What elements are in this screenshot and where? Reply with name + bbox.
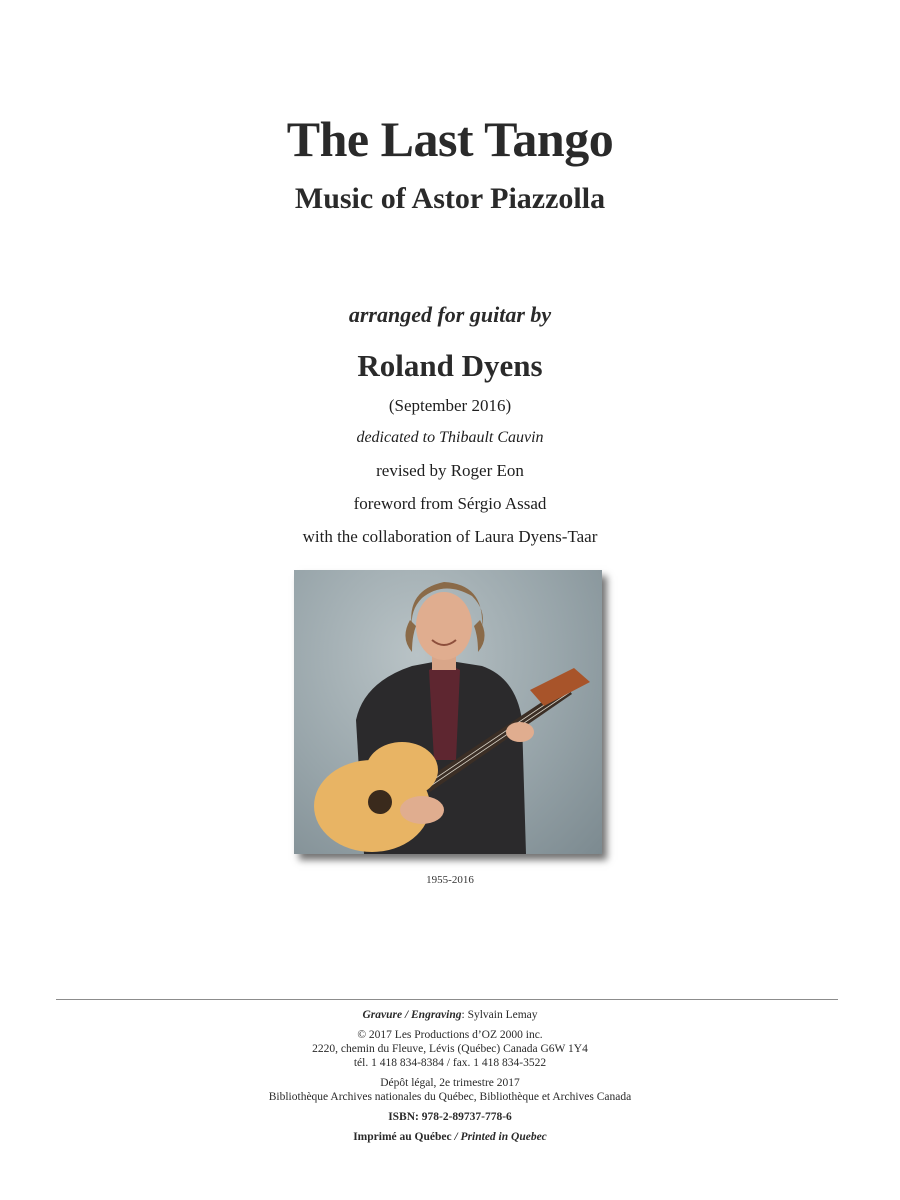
engraving-label-en: Engraving: [411, 1009, 462, 1021]
printed-separator: /: [451, 1131, 461, 1143]
engraving-colon: :: [461, 1009, 468, 1021]
photo-caption: 1955-2016: [426, 874, 474, 886]
publisher-phone: tél. 1 418 834-8384 / fax. 1 418 834-3522: [353, 1057, 547, 1069]
engraving-label-fr: Gravure: [362, 1009, 403, 1021]
printed-label-fr: Imprimé au Québec: [353, 1131, 452, 1143]
guitarist-portrait-photo: [294, 570, 602, 854]
engraver-name: Sylvain Lemay: [467, 1009, 538, 1021]
arrangement-date: (September 2016): [388, 396, 512, 415]
foreword-line: foreword from Sérgio Assad: [353, 494, 547, 513]
footer-divider: [56, 999, 838, 1000]
document-subtitle: Music of Astor Piazzolla: [294, 182, 606, 215]
copyright-line: © 2017 Les Productions d’OZ 2000 inc.: [357, 1029, 543, 1041]
engraving-credit: [0, 1008, 900, 1022]
legal-deposit: Dépôt légal, 2e trimestre 2017: [380, 1077, 520, 1089]
libraries-line: Bibliothèque Archives nationales du Québec, Bibliothèque et Archives Canada: [268, 1091, 632, 1103]
revised-by-line: revised by Roger Eon: [376, 461, 524, 480]
isbn-line: ISBN: 978-2-89737-778-6: [388, 1111, 512, 1123]
publisher-credits: [0, 1008, 900, 1144]
printed-label-en: Printed in Quebec: [460, 1131, 547, 1143]
publisher-address: 2220, chemin du Fleuve, Lévis (Québec) Canada G6W 1Y4: [312, 1043, 588, 1055]
collaboration-line: with the collaboration of Laura Dyens-Taar: [302, 527, 598, 546]
portrait-illustration: [294, 570, 602, 854]
engraving-separator: /: [402, 1009, 412, 1021]
dedication-line: dedicated to Thibault Cauvin: [356, 429, 544, 446]
document-title: The Last Tango: [286, 111, 614, 167]
arranged-for-label: arranged for guitar by: [348, 302, 552, 327]
arranger-name: Roland Dyens: [357, 348, 543, 383]
printed-in-line: [0, 1130, 900, 1144]
